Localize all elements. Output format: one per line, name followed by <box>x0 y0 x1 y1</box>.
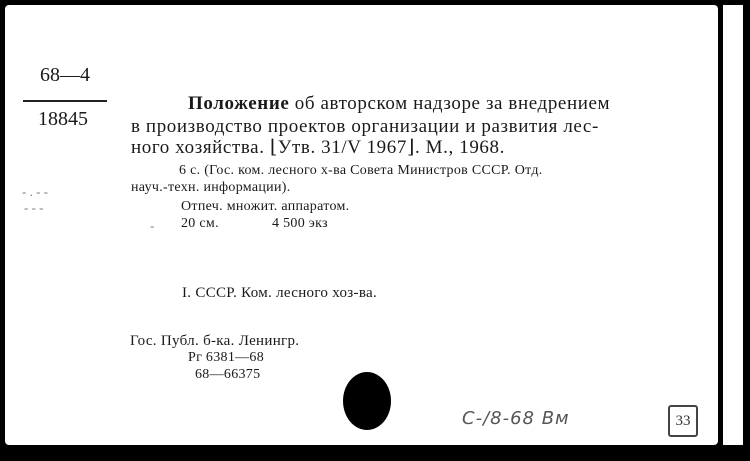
handwritten-note: С-/8-68 Вм <box>462 408 570 429</box>
call-number-bottom: 18845 <box>38 108 88 130</box>
smudge-mark-2: - - - <box>24 200 44 215</box>
entry-line-3: ного хозяйства. ⌊Утв. 31/V 1967⌋. М., 1968. <box>131 137 505 158</box>
imprint-line-2: науч.-техн. информации). <box>131 180 291 195</box>
imprint-line-1: 6 с. (Гос. ком. лесного х-ва Совета Министров СССР. Отд. <box>179 163 543 178</box>
entry-line-1-rest: об авторском надзоре за внедрением <box>289 93 611 114</box>
library-name: Гос. Публ. б-ка. Ленингр. <box>130 333 300 349</box>
imprint-size: 20 см. <box>181 216 219 231</box>
imprint-line-3: Отпеч. множит. аппаратом. <box>181 199 350 214</box>
library-code-2: 68—66375 <box>195 367 261 382</box>
punch-hole <box>343 372 391 430</box>
smudge-mark-3: - <box>150 218 155 233</box>
entry-line-1 <box>188 94 610 114</box>
call-number-top: 68—4 <box>40 64 90 86</box>
card-edge <box>723 5 743 445</box>
entry-title: Положение <box>188 93 290 114</box>
library-code-1: Рг 6381—68 <box>188 350 265 365</box>
smudge-mark: - . - - <box>22 184 48 199</box>
handwritten-box: 33 <box>668 405 698 437</box>
imprint-copies: 4 500 экз <box>272 216 328 231</box>
subject-heading: I. СССР. Ком. лесного хоз-ва. <box>182 285 378 301</box>
entry-line-2: в производство проектов организации и развития лес- <box>131 116 599 137</box>
call-number-divider <box>23 100 107 102</box>
